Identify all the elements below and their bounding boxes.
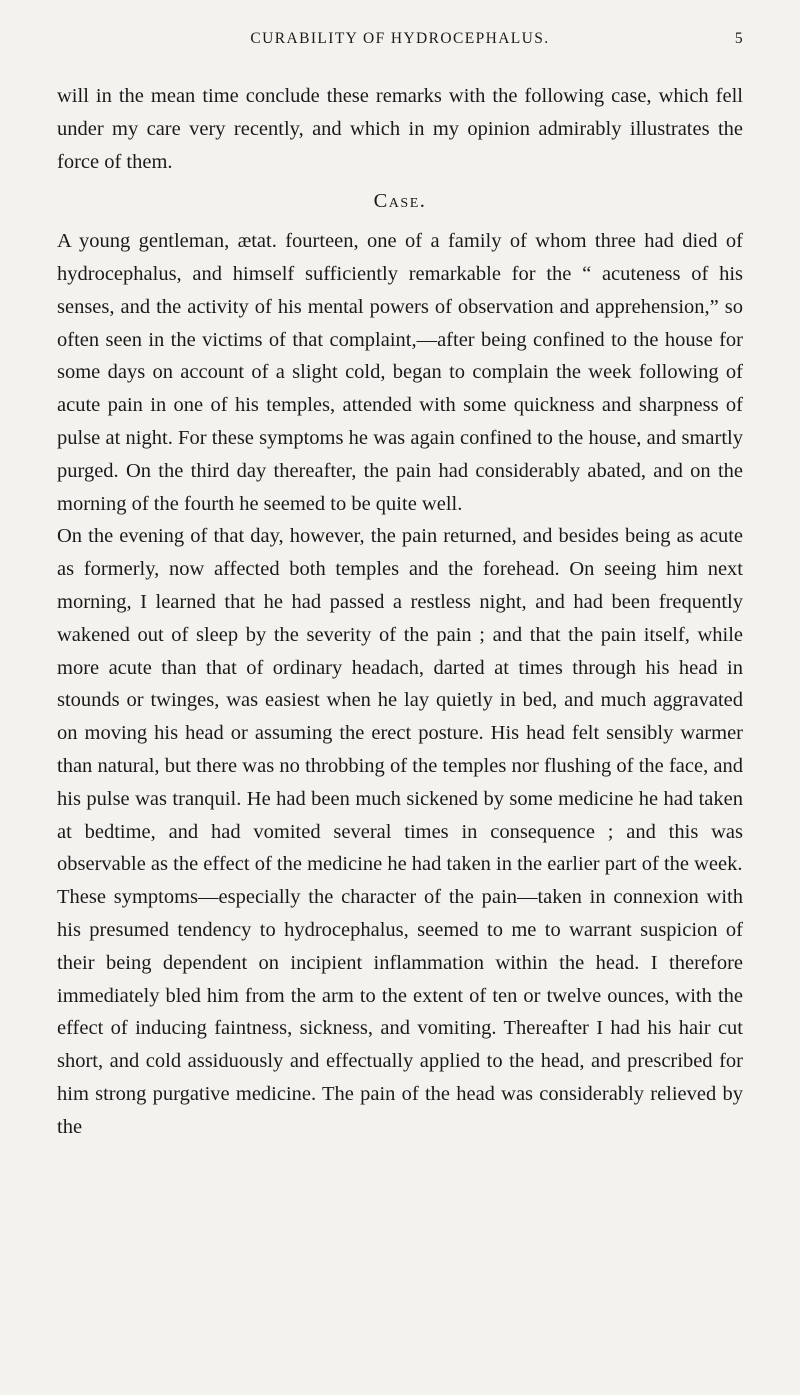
case-heading — [57, 185, 743, 218]
paragraph-case-history: A young gentleman, ætat. fourteen, one of a family of whom three had died of hydrocephalus, and himself sufficiently remarkable for the “ acuteness of his senses, and the activity of his mental powers of observation and apprehension,” so often seen in the victims of that complaint,—after being confined to the house for some days on account of a slight cold, began to complain the week following of acute pain in one of his temples, attended with some quickness and sharpness of pulse at night. For these symptoms he was again confined to the house, and smartly purged. On the third day thereafter, the pain had considerably abated, and on the morning of the fourth he seemed to be quite well. — [57, 230, 743, 515]
running-head-title: CURABILITY OF HYDROCEPHALUS. — [250, 30, 550, 47]
paragraph-relapse: On the evening of that day, however, the pain returned, and besides being as acute as formerly, now affected both temples and the forehead. On seeing him next morning, I learned that he had passed a restless night, and had been frequently wakened out of sleep by the severity of the pain ; and that the pain itself, while more acute than that of ordinary headach, darted at times through his head in stounds or twinges, was easiest when he lay quietly in bed, and much aggravated on moving his head or assuming the erect posture. His head felt sensibly warmer than natural, but there was no throbbing of the temples nor flushing of the face, and his pulse was tranquil. He had been much sickened by some medicine he had taken at bedtime, and had vomited several times in consequence ; and this was observable as the effect of the medicine he had taken in the earlier part of the week. — [57, 525, 743, 876]
paragraph-continued: will in the mean time conclude these remarks with the following case, which fell under my care very recently, and which in my opinion admirably illustrates the force of them. — [57, 85, 743, 173]
page-number: 5 — [734, 30, 744, 47]
paragraph-treatment: These symptoms—especially the character of the pain—taken in connexion with his presumed tendency to hydrocephalus, seemed to me to warrant suspicion of their being dependent on incipient inflammation within the head. I therefore immediately bled him from the arm to the extent of ten or twelve ounces, with the effect of inducing faintness, sickness, and vomiting. Thereafter I had his hair cut short, and cold assiduously and effectually applied to the head, and prescribed for him strong purgative medicine. The pain of the head was considerably relieved by the — [57, 886, 743, 1138]
running-head — [56, 30, 744, 54]
body-text — [57, 80, 743, 1144]
case-heading-label: Case. — [373, 190, 427, 213]
